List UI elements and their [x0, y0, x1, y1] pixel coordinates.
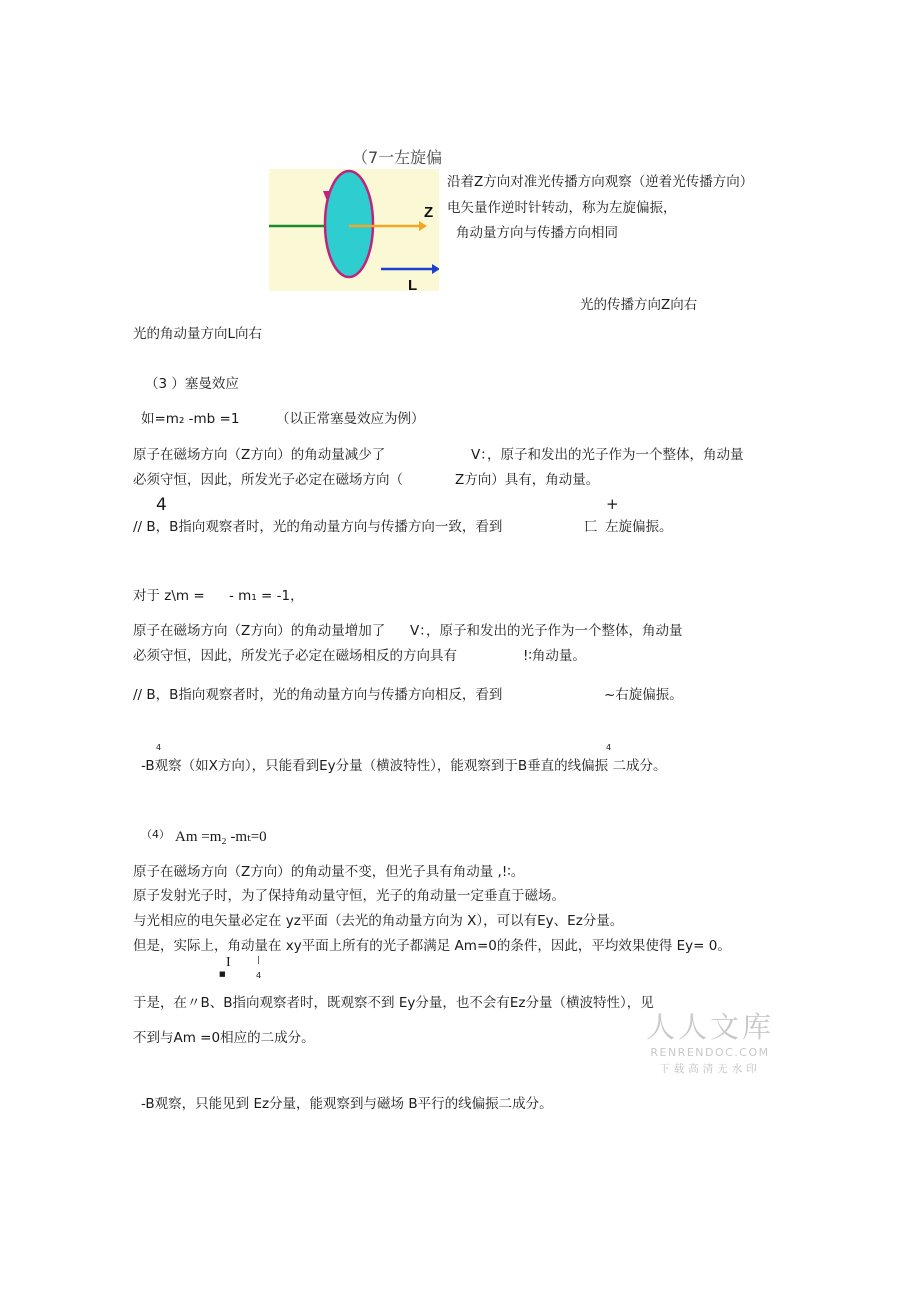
section4-line-4: 但是，实际上，角动量在 xy平面上所有的光子都满足 Am=0的条件，因此，平均效果使得 Ey= 0。 — [133, 938, 731, 954]
section3-num-4: 4 — [156, 495, 167, 515]
section4-line-6: 不到与Am =0相应的二成分。 — [133, 1030, 315, 1046]
section3-p1-line1-a: 原子在磁场方向（Z方向）的角动量减少了 — [133, 447, 386, 463]
intro-line-1: 沿着Z方向对准光传播方向观察（逆着光传播方向） — [447, 174, 754, 190]
section3-plus: + — [606, 495, 619, 513]
minus-p1-line2-b: !∶角动量。 — [523, 648, 586, 664]
minus-p2-b: ~右旋偏振。 — [604, 687, 683, 703]
minus-superscript-right: 4 — [606, 743, 612, 752]
section3-p2-mark: 匸 — [584, 519, 598, 535]
section4-line-5: 于是，在〃B、B指向观察者时，既观察不到 Ey分量，也不会有Ez分量（横波特性），见 — [133, 995, 654, 1011]
section4-fragment-4: 4 — [256, 971, 262, 980]
section4-label: （4） — [141, 828, 170, 841]
watermark-title: 人人文库 — [645, 1010, 774, 1044]
section4-fragment-bar: | — [257, 955, 260, 964]
l-arrowhead-icon — [432, 264, 439, 274]
section3-formula: 如=m₂ -mb =1 — [141, 411, 240, 427]
section4-line-2: 原子发射光子时，为了保持角动量守恒，光子的角动量一定垂直于磁场。 — [133, 888, 565, 904]
minus-p1-line1-b: V：，原子和发出的光子作为一个整体，角动量 — [410, 623, 683, 639]
section4-line-1: 原子在磁场方向（Z方向）的角动量不变，但光子具有角动量 ,!∶。 — [133, 864, 525, 880]
minus-formula-b: - m₁ = -1， — [229, 588, 304, 604]
section4-line-3: 与光相应的电矢量必定在 yz平面（去光的角动量方向为 X），可以有Ey、Ez分量。 — [133, 913, 624, 929]
section3-formula-note: （以正常塞曼效应为例） — [276, 411, 425, 427]
section4-formula: Am =m₂ -mₜ=0 — [175, 829, 267, 845]
watermark-slogan: 下载高清无水印 — [659, 1062, 761, 1075]
l-label: L — [408, 277, 418, 291]
intro-line-2: 电矢量作逆时针转动，称为左旋偏振， — [447, 200, 677, 216]
minus-superscript-left: 4 — [156, 743, 162, 752]
figure-caption: （7一左旋偏 — [352, 148, 443, 167]
section4-line-7: -B观察，只能见到 Ez分量，能观察到与磁场 B平行的线偏振二成分。 — [141, 1096, 553, 1112]
minus-p1-line1-a: 原子在磁场方向（Z方向）的角动量增加了 — [133, 623, 386, 639]
watermark-domain: RENRENDOC.COM — [650, 1045, 770, 1059]
rotating-field-disk — [325, 171, 373, 277]
section3-p1-line1-b: V：，原子和发出的光子作为一个整体，角动量 — [471, 447, 744, 463]
section4-fragment-i: I — [226, 955, 231, 970]
minus-p3: -B观察（如X方向），只能看到Ey分量（横波特性），能观察到于B垂直的线偏振 二成分。 — [141, 758, 667, 774]
watermark — [640, 1012, 780, 1076]
z-label: Z — [424, 204, 434, 221]
section3-title: （3 ）塞曼效应 — [145, 376, 239, 392]
section3-p1-line2-a: 必须守恒，因此，所发光子必定在磁场方向（ — [133, 472, 403, 488]
minus-p1-line2-a: 必须守恒，因此，所发光子必定在磁场相反的方向具有 — [133, 648, 457, 664]
polarization-diagram — [269, 169, 439, 291]
z-arrowhead-icon — [419, 221, 427, 231]
section3-p1-line2-b: Z方向）具有，角动量。 — [455, 472, 600, 488]
intro-line-4: 光的传播方向Z向右 — [580, 297, 698, 313]
section3-p2-b: 左旋偏振。 — [605, 519, 673, 535]
left-circular-polarization-figure — [269, 169, 439, 291]
section4-fragment-dot: ■ — [219, 970, 226, 978]
minus-p2-a: // B，B指向观察者时，光的角动量方向与传播方向相反，看到 — [133, 687, 503, 703]
intro-line-5: 光的角动量方向L向右 — [133, 326, 263, 342]
intro-line-3: 角动量方向与传播方向相同 — [456, 225, 618, 241]
minus-formula-a: 对于 z\m = — [133, 588, 205, 604]
section3-p2-a: // B，B指向观察者时，光的角动量方向与传播方向一致，看到 — [133, 519, 503, 535]
